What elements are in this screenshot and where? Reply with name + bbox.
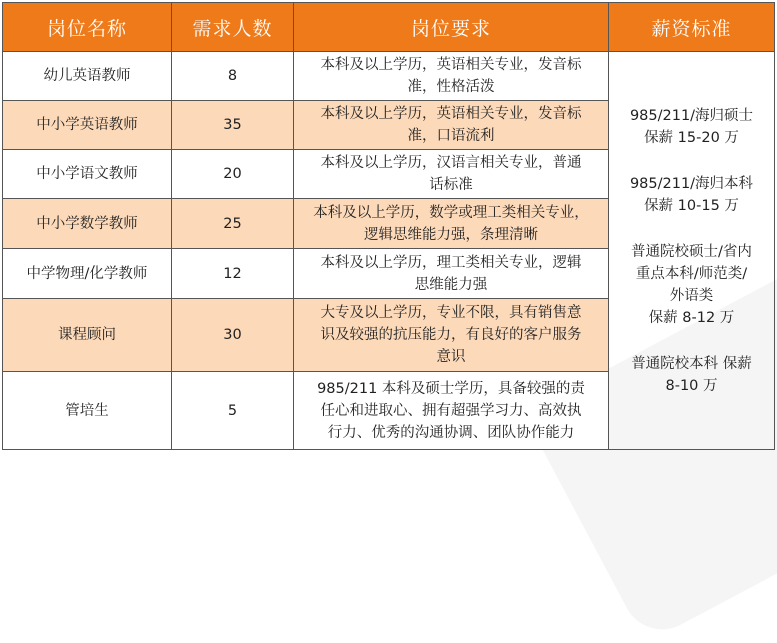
req-line: 大专及以上学历，专业不限，具有销售意 (320, 305, 582, 321)
req-line: 思维能力强 (414, 276, 488, 293)
req-line: 逻辑思维能力强，条理清晰 (364, 226, 538, 243)
req-line: 本科及以上学历，数学或理工类相关专业， (313, 204, 589, 221)
cell-requirements (294, 372, 609, 450)
salary-line: 外语类 (669, 287, 714, 304)
salary-line: 8-10 万 (665, 377, 718, 394)
salary-line: 普通院校硕士/省内 (631, 243, 752, 260)
cell-position: 管培生 (3, 372, 172, 450)
req-line: 识及较强的抗压能力，有良好的客户服务 (320, 327, 582, 343)
cell-count: 25 (172, 199, 294, 249)
cell-requirements (294, 101, 609, 150)
cell-count: 5 (172, 372, 294, 450)
cell-requirements (294, 199, 609, 249)
cell-position: 中小学语文教师 (3, 150, 172, 199)
req-line: 任心和进取心、拥有超强学习力、高效执 (320, 402, 582, 419)
header-salary: 薪资标准 (609, 3, 775, 52)
cell-requirements (294, 150, 609, 199)
cell-count: 12 (172, 249, 294, 299)
salary-tier (613, 241, 770, 329)
req-line: 本科及以上学历，汉语言相关专业，普通 (320, 155, 582, 171)
salary-line: 保薪 10-15 万 (644, 197, 739, 214)
cell-position: 课程顾问 (3, 299, 172, 372)
recruitment-table (2, 2, 775, 450)
req-line: 话标准 (429, 177, 473, 193)
header-position: 岗位名称 (3, 3, 172, 52)
cell-requirements (294, 52, 609, 101)
header-requirements: 岗位要求 (294, 3, 609, 52)
cell-count: 35 (172, 101, 294, 150)
salary-line: 普通院校本科 保薪 (631, 355, 752, 372)
cell-position: 中小学英语教师 (3, 101, 172, 150)
req-line: 本科及以上学历，理工类相关专业，逻辑 (320, 254, 582, 271)
req-line: 准，性格活泼 (407, 79, 495, 95)
table-row (3, 52, 775, 101)
salary-line: 985/211/海归硕士 (629, 107, 754, 124)
cell-position: 中小学数学教师 (3, 199, 172, 249)
cell-position: 中学物理/化学教师 (3, 249, 172, 299)
salary-line: 985/211/海归本科 (629, 175, 754, 192)
req-line: 准，口语流利 (407, 128, 495, 144)
cell-count: 30 (172, 299, 294, 372)
cell-salary (609, 52, 775, 450)
salary-tier (613, 173, 770, 217)
salary-line: 保薪 8-12 万 (648, 309, 735, 326)
cell-position: 幼儿英语教师 (3, 52, 172, 101)
salary-tier (613, 105, 770, 149)
cell-count: 20 (172, 150, 294, 199)
req-line: 意识 (436, 349, 466, 365)
req-line: 本科及以上学历，英语相关专业，发音标 (320, 57, 582, 73)
req-line: 本科及以上学历，英语相关专业，发音标 (320, 106, 582, 122)
header-row (3, 3, 775, 52)
req-line: 行力、优秀的沟通协调、团队协作能力 (327, 424, 575, 441)
salary-tier (613, 353, 770, 397)
req-line: 985/211 本科及硕士学历，具备较强的责 (317, 380, 585, 397)
cell-requirements (294, 249, 609, 299)
header-count: 需求人数 (172, 3, 294, 52)
cell-requirements (294, 299, 609, 372)
cell-count: 8 (172, 52, 294, 101)
salary-line: 保薪 15-20 万 (644, 129, 739, 146)
salary-line: 重点本科/师范类/ (635, 265, 748, 282)
